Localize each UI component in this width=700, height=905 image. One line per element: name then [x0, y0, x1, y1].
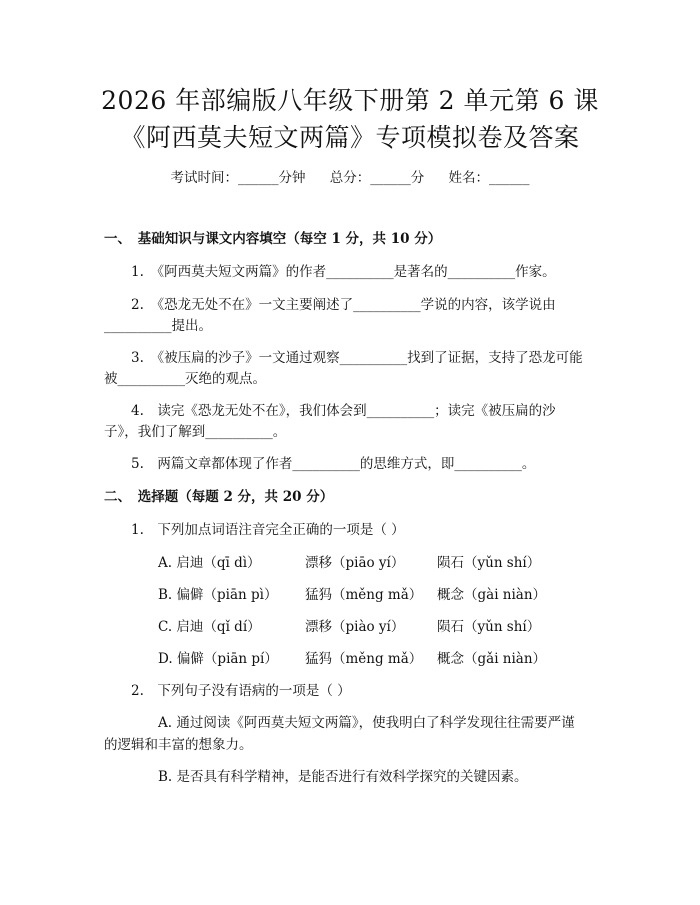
option-d-word1: D. 偏僻（piān pí）	[158, 651, 278, 667]
section2-heading: 二、 选择题（每题 2 分，共 20 分）	[104, 489, 334, 505]
option-a-word3: 陨石（yǔn shí）	[437, 555, 541, 571]
s2-question-2: 2. 下列句子没有语病的一项是（ ）	[131, 683, 351, 699]
s2-q2-option-a: A. 通过阅读《阿西莫夫短文两篇》，使我明白了科学发现往往需要严谨	[158, 715, 575, 731]
option-b-word3: 概念（gài niàn）	[437, 587, 547, 603]
option-d-word3: 概念（gǎi niàn）	[437, 651, 547, 667]
s2-question-1: 1. 下列加点词语注音完全正确的一项是（ ）	[131, 522, 405, 538]
s1-question-5: 5. 两篇文章都体现了作者__________的思维方式，即__________。	[131, 456, 536, 472]
s1-question-1: 1. 《阿西莫夫短文两篇》的作者__________是著名的__________作家。	[131, 264, 556, 280]
option-c-word1: C. 启迪（qǐ dí）	[158, 619, 261, 635]
option-a-word1: A. 启迪（qī dì）	[158, 555, 261, 571]
s1-question-2-cont: __________提出。	[104, 318, 212, 334]
option-d-word2: 猛犸（měng mǎ）	[305, 651, 423, 667]
s1-question-3: 3. 《被压扁的沙子》一文通过观察__________找到了证据，支持了恐龙可能	[131, 350, 583, 366]
option-c-word2: 漂移（piào yí）	[305, 619, 405, 635]
s1-question-3-cont: 被__________灭绝的观点。	[104, 371, 266, 387]
option-b-word1: B. 偏僻（piān pì）	[158, 587, 278, 603]
document-title-line1: 2026 年部编版八年级下册第 2 单元第 6 课	[101, 86, 599, 115]
option-a-word2: 漂移（piāo yí）	[305, 555, 405, 571]
s1-question-2: 2. 《恐龙无处不在》一文主要阐述了__________学说的内容，该学说由	[131, 297, 556, 313]
exam-name: 姓名：______	[448, 170, 530, 186]
exam-time: 考试时间：______分钟	[170, 170, 306, 186]
option-c-word3: 陨石（yǔn shí）	[437, 619, 541, 635]
s1-question-4: 4. 读完《恐龙无处不在》，我们体会到__________；读完《被压扁的沙	[131, 403, 556, 419]
s1-question-4-cont: 子》，我们了解到__________。	[104, 424, 287, 440]
s2-q2-option-a-cont: 的逻辑和丰富的想象力。	[104, 737, 253, 753]
s2-q2-option-b: B. 是否具有科学精神，是能否进行有效科学探究的关键因素。	[158, 769, 528, 785]
exam-meta	[0, 168, 700, 188]
section1-heading: 一、 基础知识与课文内容填空（每空 1 分，共 10 分）	[104, 231, 442, 247]
option-b-word2: 猛犸（měng mǎ）	[305, 587, 423, 603]
exam-score: 总分：______分	[329, 170, 425, 186]
document-title-line2: 《阿西莫夫短文两篇》专项模拟卷及答案	[120, 123, 580, 152]
